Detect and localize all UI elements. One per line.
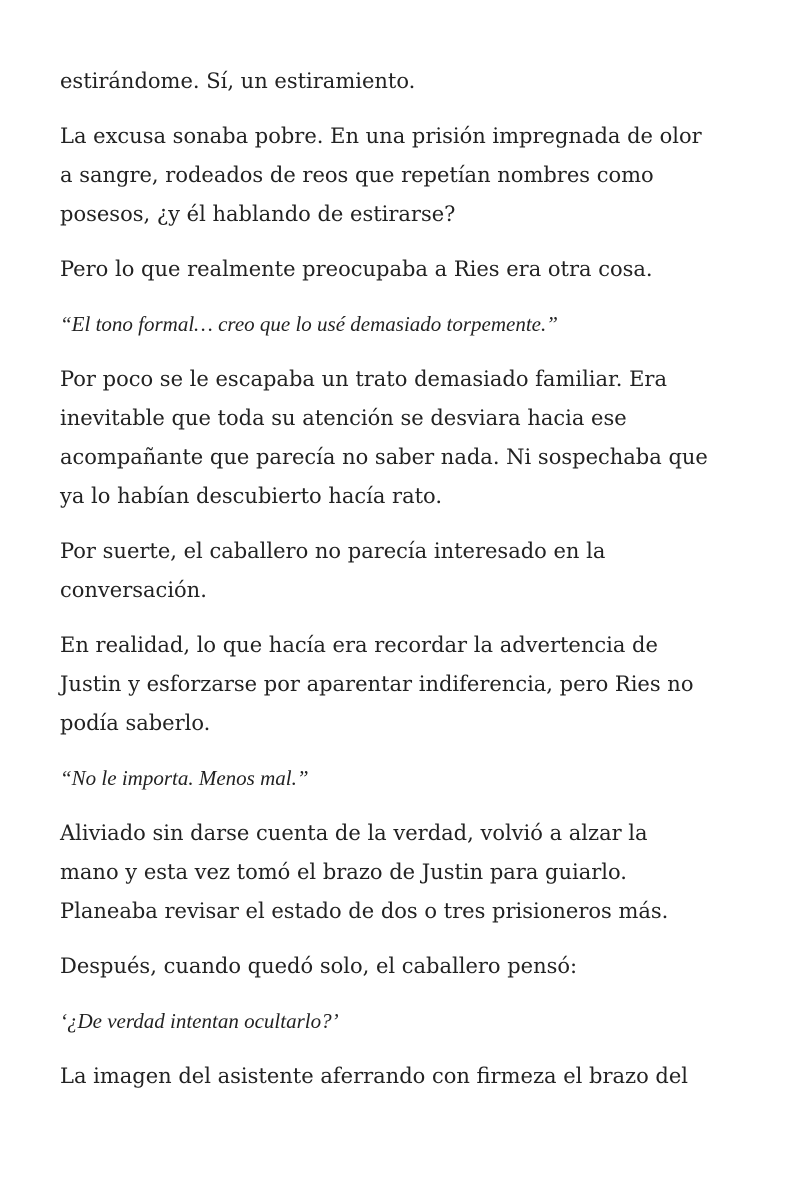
text-line: acompañante que parecía no saber nada. Ni sospechaba que (60, 445, 708, 469)
paragraph-7 (60, 814, 760, 931)
text-line: Pero lo que realmente preocupaba a Ries era otra cosa. (60, 257, 653, 281)
text-line: La excusa sonaba pobre. En una prisión impregnada de olor (60, 124, 702, 148)
text-line: Por suerte, el caballero no parecía interesado en la (60, 539, 606, 563)
paragraph-8 (60, 947, 760, 986)
paragraph-6 (60, 626, 760, 743)
paragraph-3 (60, 250, 760, 289)
inner-thought-1 (60, 305, 760, 344)
text-line: a sangre, rodeados de reos que repetían nombres como (60, 163, 654, 187)
text-line: “No le importa. Menos mal.” (60, 766, 309, 790)
text-line: podía saberlo. (60, 711, 211, 735)
paragraph-9 (60, 1057, 760, 1096)
text-line: Aliviado sin darse cuenta de la verdad, volvió a alzar la (60, 821, 648, 845)
text-line: conversación. (60, 578, 207, 602)
text-line: Planeaba revisar el estado de dos o tres prisioneros más. (60, 899, 669, 923)
text-line: Por poco se le escapaba un trato demasiado familiar. Era (60, 367, 667, 391)
text-line: ya lo habían descubierto hacía rato. (60, 484, 442, 508)
text-line: Justin y esforzarse por aparentar indiferencia, pero Ries no (60, 672, 694, 696)
text-line: estirándome. Sí, un estiramiento. (60, 69, 416, 93)
document-page (60, 62, 760, 1112)
inner-thought-3 (60, 1002, 760, 1041)
text-line: posesos, ¿y él hablando de estirarse? (60, 202, 456, 226)
paragraph-4 (60, 360, 760, 516)
text-line: ‘¿De verdad intentan ocultarlo?’ (60, 1009, 339, 1033)
text-line: La imagen del asistente aferrando con firmeza el brazo del (60, 1064, 688, 1088)
text-line: Después, cuando quedó solo, el caballero pensó: (60, 954, 578, 978)
text-line: inevitable que toda su atención se desviara hacia ese (60, 406, 627, 430)
inner-thought-2 (60, 759, 760, 798)
text-line: mano y esta vez tomó el brazo de Justin para guiarlo. (60, 860, 627, 884)
paragraph-1 (60, 62, 760, 101)
text-line: “El tono formal… creo que lo usé demasiado torpemente.” (60, 312, 558, 336)
text-line: En realidad, lo que hacía era recordar la advertencia de (60, 633, 658, 657)
paragraph-5 (60, 532, 760, 610)
paragraph-2 (60, 117, 760, 234)
